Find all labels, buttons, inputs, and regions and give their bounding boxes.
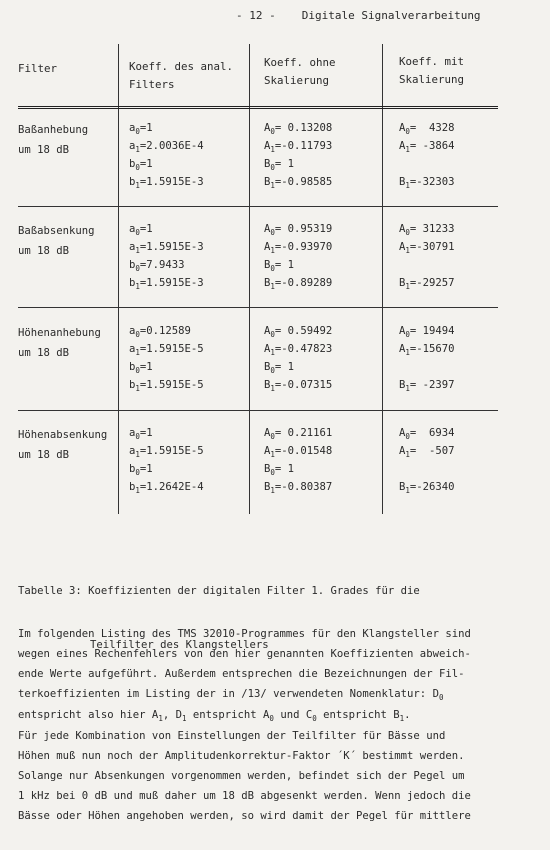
filter-name xyxy=(18,323,101,363)
coefficient-value: $B_0= 1$ xyxy=(264,158,295,172)
coefficient-value: $a_0=1$ xyxy=(129,427,153,441)
header-rule xyxy=(18,106,498,109)
coefficient-value: $a_0=0.12589$ xyxy=(129,325,191,339)
coefficient-value: $A_1=-0.47823$ xyxy=(264,343,333,357)
coefficient-value: $A_0= 6934$ xyxy=(399,427,455,441)
coefficient-value: $A_0= 31233$ xyxy=(399,223,455,237)
row-divider xyxy=(18,410,498,411)
text-line: Solange nur Absenkungen vorgenommen werden, befindet sich der Pegel um xyxy=(18,770,465,782)
coefficient-value: $b_1=1.5915E-3$ xyxy=(129,277,204,291)
text-line: entspricht also hier $A_1$, $D_1$ entspricht $A_0$ und $C_0$ entspricht $B_1$. xyxy=(18,709,411,723)
row-divider xyxy=(18,206,498,207)
text-line: ende Werte aufgeführt. Außerdem entsprechen die Bezeichnungen der Fil- xyxy=(18,668,465,680)
text-line: wegen eines Rechenfehlers von den hier genannten Koeffizienten abweich- xyxy=(18,648,471,660)
coefficient-value: $A_1=-0.11793$ xyxy=(264,140,333,154)
filter-name-line: um 18 dB xyxy=(18,144,70,156)
coefficient-value: $A_1=-0.01548$ xyxy=(264,445,333,459)
filter-name-line: um 18 dB xyxy=(18,449,70,461)
table-divider xyxy=(382,44,383,514)
row-divider xyxy=(18,307,498,308)
coefficient-value: $B_1=-26340$ xyxy=(399,481,455,495)
coefficient-value: $A_1= -507$ xyxy=(399,445,455,459)
text-line: Im folgenden Listing des TMS 32010-Programmes für den Klangsteller sind xyxy=(18,628,471,640)
coefficient-value: $b_1=1.5915E-3$ xyxy=(129,176,204,190)
filter-name xyxy=(18,425,107,465)
coefficient-value: $B_1=-0.89289$ xyxy=(264,277,333,291)
coefficient-value: $A_1=-0.93970$ xyxy=(264,241,333,255)
coefficient-value: $b_0=1$ xyxy=(129,158,153,172)
caption-line: Tabelle 3: Koeffizienten der digitalen Filter 1. Grades für die xyxy=(18,585,420,597)
filter-name xyxy=(18,221,95,261)
coefficient-value: $B_1=-29257$ xyxy=(399,277,455,291)
coefficient-value: $A_0= 0.95319$ xyxy=(264,223,333,237)
header-unscaled: Koeff. ohne Skalierung xyxy=(264,56,336,87)
coefficient-value: $B_0= 1$ xyxy=(264,259,295,273)
coefficient-value: $b_0=1$ xyxy=(129,463,153,477)
coefficient-value: $b_1=1.2642E-4$ xyxy=(129,481,204,495)
coefficient-value: $A_1=-30791$ xyxy=(399,241,455,255)
header-analog: Koeff. des anal. Filters xyxy=(129,60,234,91)
coefficient-value: $a_0=1$ xyxy=(129,122,153,136)
coefficient-table xyxy=(18,44,498,514)
page-header xyxy=(236,9,481,22)
coefficient-value: $B_0= 1$ xyxy=(264,463,295,477)
coefficient-value: $a_1=1.5915E-5$ xyxy=(129,343,204,357)
coefficient-value: $b_0=7.9433$ xyxy=(129,259,185,273)
text-line: terkoeffizienten im Listing der in /13/ verwendeten Nomenklatur: $D_0$ xyxy=(18,688,444,702)
coefficient-value: $b_0=1$ xyxy=(129,361,153,375)
header-scaled: Koeff. mit Skalierung xyxy=(399,55,465,86)
text-line: Bässe oder Höhen angehoben werden, so wird damit der Pegel für mittlere xyxy=(18,810,471,822)
coefficient-value: $B_1=-0.80387$ xyxy=(264,481,333,495)
filter-name-line: um 18 dB xyxy=(18,245,70,257)
coefficient-value: $B_1= -2397$ xyxy=(399,379,455,393)
filter-name xyxy=(18,120,88,160)
page-number: - 12 - xyxy=(236,9,276,22)
text-line: 1 kHz bei 0 dB und muß daher um 18 dB abgesenkt werden. Wenn jedoch die xyxy=(18,790,471,802)
text-line: Höhen muß nun noch der Amplitudenkorrektur-Faktor ´K´ bestimmt werden. xyxy=(18,750,465,762)
coefficient-value: $a_1=1.5915E-3$ xyxy=(129,241,204,255)
coefficient-value: $a_0=1$ xyxy=(129,223,153,237)
coefficient-value: $B_1=-32303$ xyxy=(399,176,455,190)
coefficient-value: $A_1= -3864$ xyxy=(399,140,455,154)
coefficient-value: $A_0= 4328$ xyxy=(399,122,455,136)
filter-name-line: Höhenabsenkung xyxy=(18,429,108,441)
coefficient-value: $b_1=1.5915E-5$ xyxy=(129,379,204,393)
coefficient-value: $a_1=2.0036E-4$ xyxy=(129,140,204,154)
coefficient-value: $A_0= 0.21161$ xyxy=(264,427,333,441)
caption-line: Teilfilter des Klangstellers xyxy=(90,639,269,651)
body-paragraph xyxy=(18,624,508,826)
filter-name-line: um 18 dB xyxy=(18,347,70,359)
text-line: Für jede Kombination von Einstellungen der Teilfilter für Bässe und xyxy=(18,730,446,742)
coefficient-value: $A_0= 0.59492$ xyxy=(264,325,333,339)
running-title: Digitale Signalverarbeitung xyxy=(301,9,481,22)
coefficient-value: $A_0= 0.13208$ xyxy=(264,122,333,136)
coefficient-value: $a_1=1.5915E-5$ xyxy=(129,445,204,459)
filter-name-line: Baßanhebung xyxy=(18,124,89,136)
coefficient-value: $B_0= 1$ xyxy=(264,361,295,375)
table-divider xyxy=(118,44,119,514)
coefficient-value: $A_0= 19494$ xyxy=(399,325,455,339)
header-filter: Filter xyxy=(18,62,58,75)
filter-name-line: Baßabsenkung xyxy=(18,225,95,237)
table-divider xyxy=(249,44,250,514)
coefficient-value: $B_1=-0.07315$ xyxy=(264,379,333,393)
coefficient-value: $B_1=-0.98585$ xyxy=(264,176,333,190)
coefficient-value: $A_1=-15670$ xyxy=(399,343,455,357)
filter-name-line: Höhenanhebung xyxy=(18,327,101,339)
